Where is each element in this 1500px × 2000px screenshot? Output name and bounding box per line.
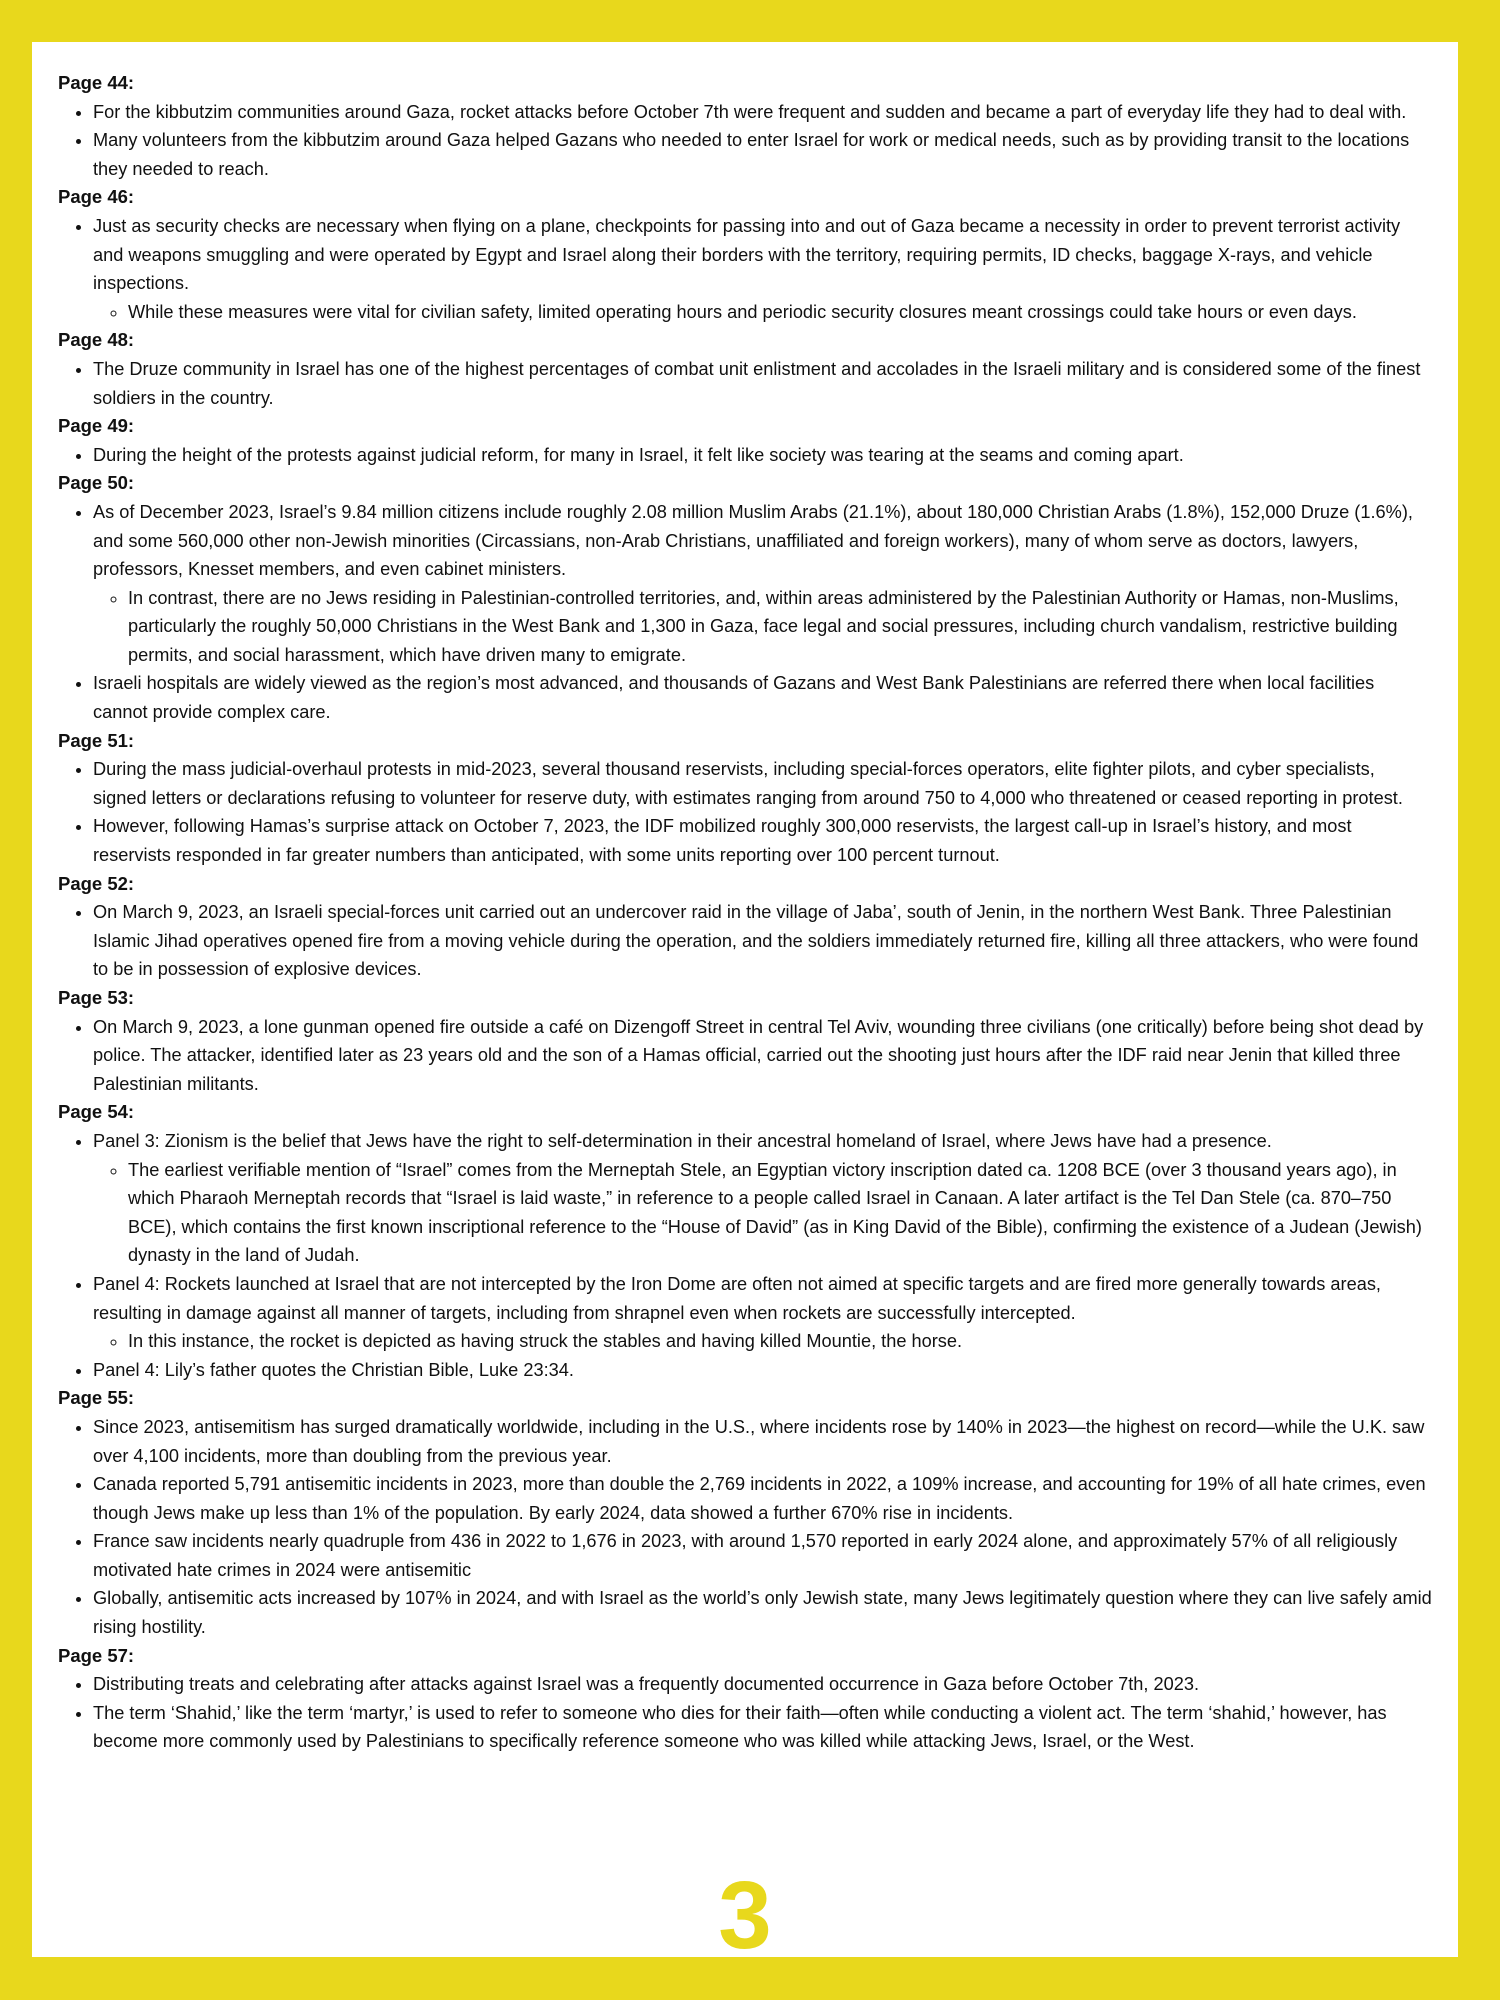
document-page: [32, 42, 1458, 1969]
bullet-item: [93, 812, 1432, 869]
sub-bullet-item: ◦ In contrast, there are no Jews residing in Palestinian-controlled territories, and, within areas administered by the Palestinian Authority or Hamas, non-Muslims, particularly the roughly 50,000 Christians in the West Bank and 1,300 in Gaza, face legal and social pressures, including church vandalism, restrictive building permits, and social harassment, which have driven many to emigrate.: [128, 584, 1432, 670]
bullet-list: [58, 1013, 1432, 1099]
bullet-text: Many volunteers from the kibbutzim around Gaza helped Gazans who needed to enter Israel for work or medical needs, such as by providing transit to the locations they needed to reach.: [93, 130, 1410, 179]
bullet-list: [58, 898, 1432, 984]
bullet-item: [93, 1527, 1432, 1584]
bullet-list: [58, 498, 1432, 727]
section-heading: Page 54:: [58, 1101, 135, 1123]
bullet-item: [93, 1670, 1432, 1699]
bullet-item: [93, 898, 1432, 984]
section-heading: Page 51:: [58, 729, 135, 751]
bullet-text: On March 9, 2023, a lone gunman opened fire outside a café on Dizengoff Street in central Tel Aviv, wounding three civilians (one critically) before being shot dead by police. The attacker, identified later as 23 years old and the son of a Hamas official, carried out the shooting just hours after the IDF raid near Jenin that killed three Palestinian militants.: [93, 1016, 1424, 1094]
bullet-text: Panel 3: Zionism is the belief that Jews have the right to self-determination in their ancestral homeland of Israel, where Jews have had a presence.: [93, 1130, 1272, 1151]
bullet-text: Distributing treats and celebrating after attacks against Israel was a frequently documented occurrence in Gaza before October 7th, 2023.: [93, 1674, 1200, 1695]
bullet-item: [93, 126, 1432, 183]
bullet-text: Panel 4: Lily’s father quotes the Christian Bible, Luke 23:34.: [93, 1359, 574, 1380]
section-heading: Page 53:: [58, 987, 135, 1008]
bullet-item: [93, 1470, 1432, 1527]
bullet-text: The Druze community in Israel has one of the highest percentages of combat unit enlistment and accolades in the Israeli military and is considered some of the finest soldiers in the country.: [93, 358, 1421, 408]
bullet-text: As of December 2023, Israel’s 9.84 million citizens include roughly 2.08 million Muslim Arabs (21.1%), about 180,000 Christian Arabs (1.8%), 152,000 Druze (1.6%), and some 560,000 other non-Jewish minorities (Circassians, non-Arab Christians, unaffiliated and foreign workers), many of whom serve as doctors, lawyers, professors, Knesset members, and even cabinet ministers.: [93, 501, 1413, 580]
bullet-item: [93, 669, 1432, 726]
bullet-item: [93, 755, 1432, 812]
bullet-text: During the height of the protests against judicial reform, for many in Israel, it felt like society was tearing at the seams and coming apart.: [93, 444, 1184, 465]
bullet-item: [93, 98, 1432, 127]
section-heading: Page 49:: [58, 415, 135, 437]
notes-content: [58, 69, 1432, 1756]
bullet-text: The term ‘Shahid,’ like the term ‘martyr,’ is used to refer to someone who dies for their faith—often while conducting a violent act. The term ‘shahid,’ however, has become more commonly used by Palestinians to specifically reference someone who was killed while attacking Jews, Israel, or the West.: [93, 1702, 1387, 1752]
bullet-text: Globally, antisemitic acts increased by 107% in 2024, and with Israel as the world’s only Jewish state, many Jews legitimately question where they can live safely amid rising hostility.: [93, 1588, 1432, 1638]
bullet-text: Panel 4: Rockets launched at Israel that are not intercepted by the Iron Dome are often not aimed at specific targets and are fired more generally towards areas, resulting in damage against all manner of targets, including from shrapnel even when rockets are successfully intercepted.: [93, 1273, 1381, 1323]
section-heading: Page 48:: [58, 329, 135, 351]
sub-bullet-item: ◦ In this instance, the rocket is depicted as having struck the stables and having killed Mountie, the horse.: [128, 1327, 1432, 1356]
bullet-text: Israeli hospitals are widely viewed as the region’s most advanced, and thousands of Gazans and West Bank Palestinians are referred there when local facilities cannot provide complex care.: [93, 673, 1375, 723]
bullet-list: [58, 441, 1432, 470]
section-heading: Page 55:: [58, 1387, 135, 1409]
bullet-item: [93, 1270, 1432, 1356]
bullet-text: Since 2023, antisemitism has surged dramatically worldwide, including in the U.S., where incidents rose by 140% in 2023—the highest on record—while the U.K. saw over 4,100 incidents, more than doubling from the previous year.: [93, 1416, 1425, 1466]
page-number: 3: [718, 1862, 772, 1969]
sub-bullet-list: [93, 584, 1432, 670]
bullet-text: France saw incidents nearly quadruple from 436 in 2022 to 1,676 in 2023, with around 1,570 reported in early 2024 alone, and approximately 57% of all religiously motivated hate crimes in 2024 were antisemitic: [93, 1531, 1398, 1580]
bullet-item: [93, 1584, 1432, 1641]
sub-bullet-list: [93, 298, 1432, 327]
sub-bullet-list: [93, 1156, 1432, 1270]
bullet-item: [93, 1413, 1432, 1470]
bullet-list: [58, 355, 1432, 412]
bullet-text: During the mass judicial-overhaul protests in mid-2023, several thousand reservists, including special-forces operators, elite fighter pilots, and cyber specialists, signed letters or declarations refusing to volunteer for reserve duty, with estimates ranging from around 750 to 4,000 who threatened or ceased reporting in protest.: [93, 759, 1403, 808]
bullet-item: [93, 1699, 1432, 1756]
bullet-item: [93, 355, 1432, 412]
sub-bullet-list: [93, 1327, 1432, 1356]
bullet-list: [58, 1127, 1432, 1384]
bullet-list: [58, 212, 1432, 326]
sub-bullet-item: ◦ While these measures were vital for civilian safety, limited operating hours and periodic security closures meant crossings could take hours or even days.: [128, 298, 1432, 327]
section-heading: Page 46:: [58, 186, 135, 208]
bullet-item: [93, 1127, 1432, 1270]
sub-bullet-item: ◦ The earliest verifiable mention of “Israel” comes from the Merneptah Stele, an Egyptian victory inscription dated ca. 1208 BCE (over 3 thousand years ago), in which Pharaoh Merneptah records that “Israel is laid waste,” in reference to a people called Israel in Canaan. A later artifact is the Tel Dan Stele (ca. 870–750 BCE), which contains the first known inscriptional reference to the “House of David” (as in King David of the Bible), confirming the existence of a Judean (Jewish) dynasty in the land of Judah.: [128, 1156, 1432, 1270]
bullet-text: However, following Hamas’s surprise attack on October 7, 2023, the IDF mobilized roughly 300,000 reservists, the largest call-up in Israel’s history, and most reservists responded in far greater numbers than anticipated, with some units reporting over 100 percent turnout.: [93, 816, 1352, 866]
section-heading: Page 52:: [58, 872, 135, 894]
section-heading: Page 44:: [58, 72, 135, 93]
bullet-item: [93, 1356, 1432, 1385]
bullet-list: [58, 98, 1432, 184]
bullet-item: [93, 212, 1432, 326]
bullet-list: [58, 1413, 1432, 1642]
bullet-list: [58, 755, 1432, 869]
bullet-text: On March 9, 2023, an Israeli special-forces unit carried out an undercover raid in the village of Jaba’, south of Jenin, in the northern West Bank. Three Palestinian Islamic Jihad operatives opened fire from a moving vehicle during the operation, and the soldiers immediately returned fire, killing all three attackers, who were found to be in possession of explosive devices.: [93, 902, 1419, 980]
bullet-item: [93, 498, 1432, 670]
bullet-text: For the kibbutzim communities around Gaza, rocket attacks before October 7th were frequent and sudden and became a part of everyday life they had to deal with.: [93, 101, 1407, 122]
bullet-text: Canada reported 5,791 antisemitic incidents in 2023, more than double the 2,769 incidents in 2022, a 109% increase, and accounting for 19% of all hate crimes, even though Jews make up less than 1% of the population. By early 2024, data showed a further 670% rise in incidents.: [93, 1474, 1426, 1523]
section-heading: Page 57:: [58, 1644, 135, 1666]
bullet-text: Just as security checks are necessary when flying on a plane, checkpoints for passing into and out of Gaza became a necessity in order to prevent terrorist activity and weapons smuggling and were operated by Egypt and Israel along their borders with the territory, requiring permits, ID checks, baggage X-rays, and vehicle inspections.: [93, 215, 1401, 294]
bullet-item: [93, 441, 1432, 470]
bullet-list: [58, 1670, 1432, 1756]
bullet-item: [93, 1013, 1432, 1099]
section-heading: Page 50:: [58, 472, 135, 494]
